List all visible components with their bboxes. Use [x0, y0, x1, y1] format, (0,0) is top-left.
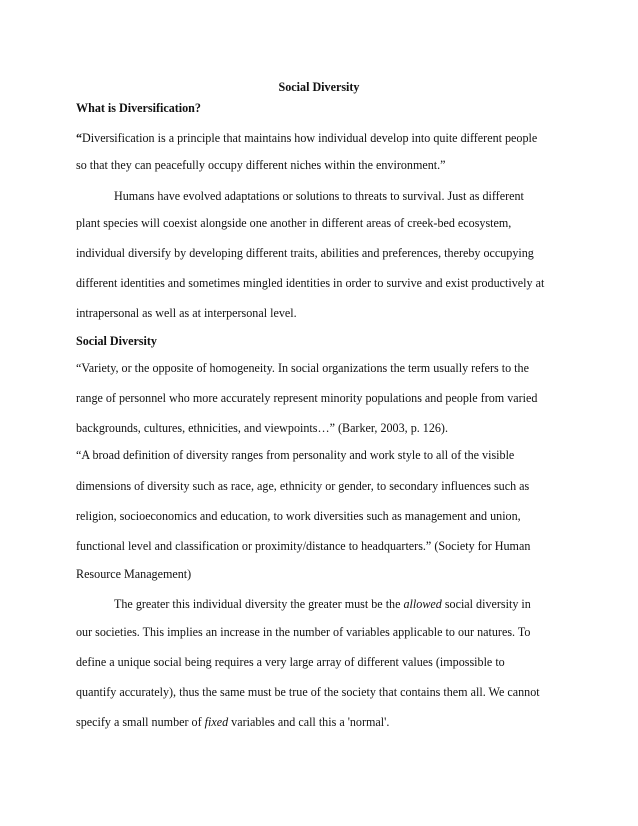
para1-line-1: Humans have evolved adaptations or solutions to threats to survival. Just as different [114, 189, 524, 203]
heading-what-is-diversification: What is Diversification? [76, 101, 201, 115]
document-title: Social Diversity [278, 80, 360, 94]
para2-line-5-a: specify a small number of [76, 715, 205, 729]
quote3-line-4: functional level and classification or proximity/distance to headquarters.” (Society for Human [76, 539, 531, 553]
quote2-line-1: “Variety, or the opposite of homogeneity. In social organizations the term usually refers to the [76, 361, 529, 375]
para1-line-2: plant species will coexist alongside one another in different areas of creek-bed ecosystem, [76, 216, 512, 230]
quote1-open-mark: “ [76, 131, 83, 145]
quote3-line-2: dimensions of diversity such as race, age, ethnicity or gender, to secondary influences such as [76, 479, 530, 493]
quote1-line-2: so that they can peacefully occupy different niches within the environment.” [76, 158, 446, 172]
para2-fixed-emphasis: fixed [204, 715, 229, 729]
para2-line-4: quantify accurately), thus the same must be true of the society that contains them all. We cannot [76, 685, 540, 699]
heading-social-diversity: Social Diversity [76, 334, 157, 348]
quote3-line-1: “A broad definition of diversity ranges from personality and work style to all of the visible [76, 448, 515, 462]
para2-line-1-a: The greater this individual diversity the greater must be the [114, 597, 404, 611]
para2-allowed-emphasis: allowed [403, 597, 442, 611]
para2-line-1 [114, 597, 531, 611]
quote3-line-5: Resource Management) [76, 567, 192, 581]
quote1-line-1-text: Diversification is a principle that maintains how individual develop into quite different people [82, 131, 538, 145]
para2-line-3: define a unique social being requires a very large array of different values (impossible to [76, 655, 505, 669]
quote1-line-1 [76, 131, 537, 145]
para2-line-2: our societies. This implies an increase in the number of variables applicable to our natures. To [76, 625, 531, 639]
para1-line-3: individual diversify by developing different traits, abilities and preferences, thereby occupying [76, 246, 534, 260]
para2-line-5-b: variables and call this a 'normal'. [228, 715, 390, 729]
para2-line-1-b: social diversity in [441, 597, 531, 611]
para2-line-5 [76, 715, 389, 729]
quote2-line-2: range of personnel who more accurately represent minority populations and people from varied [76, 391, 538, 405]
para1-line-5: intrapersonal as well as at interpersonal level. [76, 306, 297, 320]
quote3-line-3: religion, socioeconomics and education, to work diversities such as management and union, [76, 509, 521, 523]
quote2-line-3: backgrounds, cultures, ethnicities, and viewpoints…” (Barker, 2003, p. 126). [76, 421, 448, 435]
para1-line-4: different identities and sometimes mingled identities in order to survive and exist productively at [76, 276, 545, 290]
